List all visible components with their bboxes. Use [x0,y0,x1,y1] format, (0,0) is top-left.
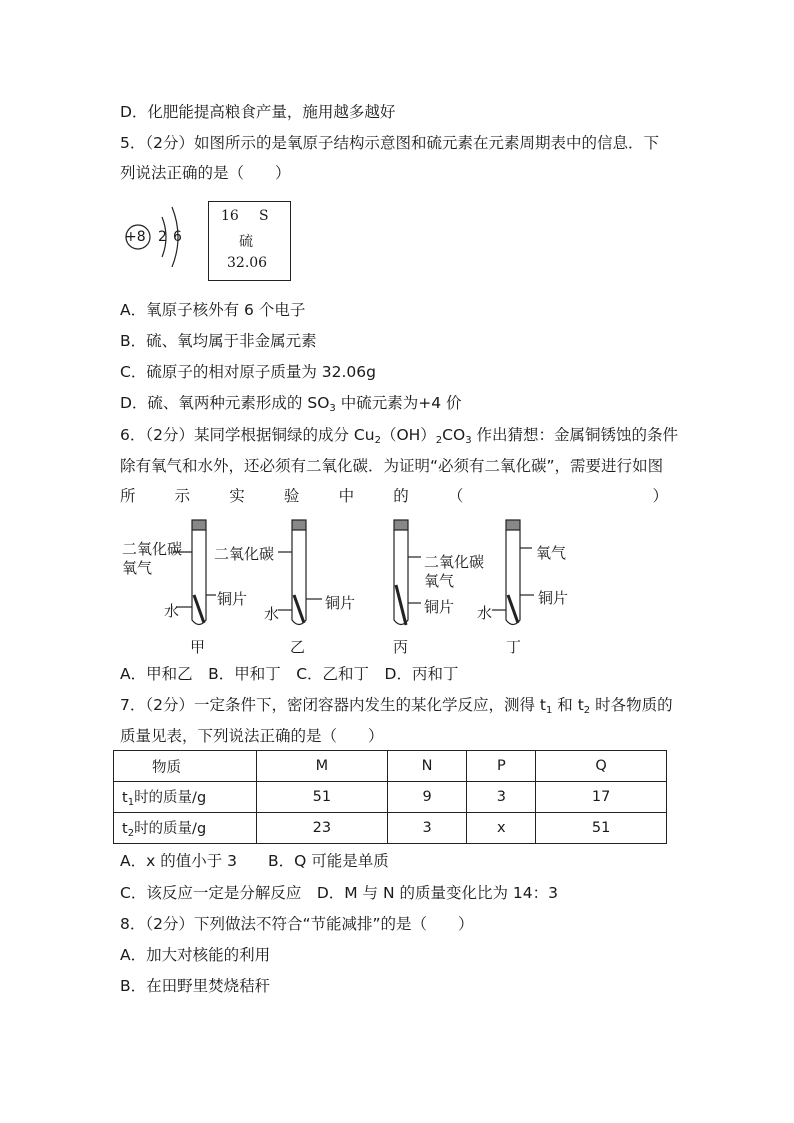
table-row-label: $t_2$时的质量/g [114,813,257,844]
table-row-label: $t_1$时的质量/g [114,782,257,813]
atomic-number: 16 [221,208,239,224]
q5-option-c: C．硫原子的相对原子质量为 32.06g [120,363,376,381]
atom-shell1-electrons: 2 [158,229,167,245]
q8-stem: 8．（2分）下列做法不符合“节能减排”的是（ ） [120,915,474,933]
table-cell: 51 [257,782,388,813]
table-header-cell: Q [536,751,667,782]
tube-yi-co2-label: 二氧化碳 [214,545,275,563]
q5-option-b: B．硫、氧均属于非金属元素 [120,332,317,350]
tube-bing-o2-label: 氧气 [424,572,455,590]
tube-bing-copper-label: 铜片 [424,598,455,616]
tube-yi-water-label: 水 [264,605,280,623]
q7-stem-line1: 7．（2分）一定条件下，密闭容器内发生的某化学反应，测得 $t_1$ 和 $t_2$ 时各物质的 [120,696,673,716]
q7-mass-table [113,750,667,844]
tube-ding-o2-label: 氧气 [536,544,567,562]
q6-stem-line3: 所 示 实 验 中 的 （ ） [120,487,668,505]
tube-name-ding: 丁 [506,638,522,656]
q8-option-a: A．加大对核能的利用 [120,946,271,964]
table-cell: 51 [536,813,667,844]
q5-option-d: D．硫、氧两种元素形成的 $SO_3$ 中硫元素为+4 价 [120,394,462,414]
tube-bing-co2-label: 二氧化碳 [424,553,485,571]
tube-yi-copper-label: 铜片 [325,594,356,612]
table-cell: 9 [387,782,467,813]
table-row [114,813,667,844]
q7-options-cd: C．该反应一定是分解反应 D．M 与 N 的质量变化比为 14：3 [120,884,559,902]
tube-jia-o2-label: 氧气 [122,559,153,577]
table-header-cell: N [387,751,467,782]
tube-ding-copper-label: 铜片 [538,589,569,607]
q5-stem-line2: 列说法正确的是（ ） [120,164,291,182]
table-cell: 23 [257,813,388,844]
table-header-cell: M [257,751,388,782]
tube-jia-water-label: 水 [164,602,180,620]
table-row [114,782,667,813]
test-tube-experiment-diagram [118,515,598,640]
tube-name-yi: 乙 [290,638,306,656]
atom-shell2-electrons: 6 [173,229,182,245]
table-cell: x [467,813,536,844]
table-cell: 3 [387,813,467,844]
tube-jia-co2-label: 二氧化碳 [122,540,183,558]
q7-options-ab: A．x 的值小于 3 B．Q 可能是单质 [120,852,389,870]
sulfur-periodic-table-cell [208,201,291,281]
q5-stem-line1: 5．（2分）如图所示的是氧原子结构示意图和硫元素在元素周期表中的信息．下 [120,134,659,152]
table-header-cell: 物质 [114,751,257,782]
table-cell: 3 [467,782,536,813]
tube-name-jia: 甲 [190,638,206,656]
tube-name-bing: 丙 [393,638,409,656]
q8-option-b: B．在田野里焚烧秸秆 [120,977,271,995]
q7-stem-line2: 质量见表，下列说法正确的是（ ） [120,727,384,745]
q6-options: A．甲和乙 B．甲和丁 C．乙和丁 D．丙和丁 [120,665,459,683]
table-header-row [114,751,667,782]
q4-option-d: D．化肥能提高粮食产量，施用越多越好 [120,103,396,121]
element-symbol: S [259,208,269,224]
table-header-cell: P [467,751,536,782]
tube-jia-copper-label: 铜片 [217,590,248,608]
q6-stem-line1: 6．（2分）某同学根据铜绿的成分 $Cu_2(OH)_2CO_3$ 作出猜想：金属铜锈蚀的条件 [120,426,679,446]
element-name: 硫 [239,234,253,250]
atom-nucleus-charge: +8 [125,229,146,245]
q6-stem-line2: 除有氧气和水外，还必须有二氧化碳．为证明“必须有二氧化碳”，需要进行如图 [120,457,664,475]
tube-ding-water-label: 水 [477,604,493,622]
q5-option-a: A．氧原子核外有 6 个电子 [120,301,306,319]
atomic-mass: 32.06 [227,255,268,271]
table-cell: 17 [536,782,667,813]
